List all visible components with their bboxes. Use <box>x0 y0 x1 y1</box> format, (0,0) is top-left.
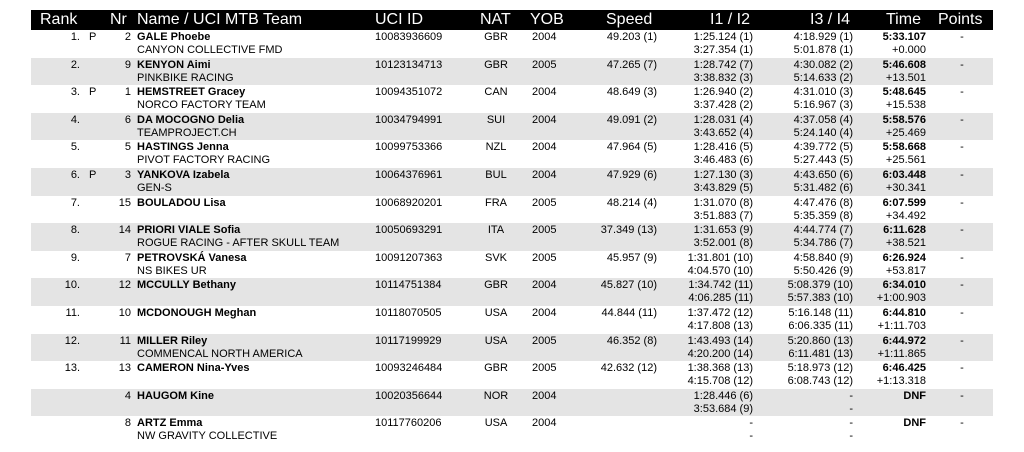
split-i1: 1:31.653 (9) <box>693 224 753 237</box>
speed-value: 44.844 (11) <box>601 306 657 319</box>
rider-name: HEMSTREET Gracey <box>137 86 246 99</box>
split-i2: 3:46.483 (6) <box>693 154 753 167</box>
split-i1: 1:26.940 (2) <box>693 86 753 99</box>
nationality: GBR <box>484 362 508 375</box>
rider-name: HAUGOM Kine <box>137 389 214 402</box>
points-value: - <box>960 58 964 71</box>
team-name: ROGUE RACING - AFTER SKULL TEAM <box>137 237 340 250</box>
time-gap: +15.538 <box>885 99 926 112</box>
year-of-birth: 2005 <box>532 334 557 347</box>
split-i1: 1:37.472 (12) <box>687 306 753 319</box>
rank-cell: 6. <box>70 168 80 181</box>
nationality: SUI <box>486 113 506 126</box>
nationality: SVK <box>484 251 507 264</box>
points-value: - <box>960 306 964 319</box>
split-i2: 4:06.285 (11) <box>688 292 753 305</box>
points-value: - <box>960 334 964 347</box>
bib-number: 9 <box>124 58 131 71</box>
split-i2: - <box>749 430 753 443</box>
header-nr: Nr <box>110 11 127 28</box>
rank-cell: 7. <box>70 196 80 209</box>
points-value: - <box>960 279 964 292</box>
finish-time: DNF <box>903 389 926 402</box>
bib-number: 1 <box>124 86 131 99</box>
table-row <box>31 113 993 141</box>
time-gap: +1:11.703 <box>877 319 926 332</box>
rider-name: MILLER Riley <box>137 334 208 347</box>
split-i4: 5:24.140 (4) <box>793 126 853 139</box>
table-row <box>31 196 993 224</box>
rider-name: DA MOCOGNO Delia <box>137 113 245 126</box>
nationality: ITA <box>487 224 505 237</box>
nationality: USA <box>484 334 508 347</box>
uci-id: 10020356644 <box>375 389 443 402</box>
split-i2: 4:17.808 (13) <box>687 319 753 332</box>
team-name: TEAMPROJECT.CH <box>137 126 237 139</box>
bib-number: 6 <box>124 113 131 126</box>
split-i3: 5:18.973 (12) <box>787 362 853 375</box>
finish-time: 6:44.810 <box>882 306 926 319</box>
split-i1: 1:31.070 (8) <box>693 196 753 209</box>
finish-time: 5:58.576 <box>882 113 926 126</box>
split-i4: 5:50.426 (9) <box>793 264 853 277</box>
rider-name: GALE Phoebe <box>137 31 211 43</box>
nationality: USA <box>484 417 508 430</box>
uci-id: 10091207363 <box>375 251 443 264</box>
rank-cell: 5. <box>70 141 80 154</box>
finish-time: 5:46.608 <box>882 58 926 71</box>
split-i1: 1:28.446 (6) <box>693 389 753 402</box>
header-rank: Rank <box>40 11 78 28</box>
speed-value: 49.091 (2) <box>606 113 657 126</box>
podium-flag: P <box>89 31 97 43</box>
split-i4: - <box>849 402 853 415</box>
team-name: PIVOT FACTORY RACING <box>137 154 271 167</box>
nationality: GBR <box>484 279 508 292</box>
speed-value: 47.964 (5) <box>606 141 657 154</box>
nationality: USA <box>484 306 508 319</box>
split-i4: - <box>849 430 853 443</box>
bib-number: 14 <box>118 224 131 237</box>
time-gap: +25.561 <box>885 154 926 167</box>
finish-time: DNF <box>903 417 926 430</box>
header-speed: Speed <box>606 11 653 28</box>
bib-number: 2 <box>124 31 131 43</box>
split-i1: 1:28.742 (7) <box>693 58 753 71</box>
rank-cell: 11. <box>65 306 80 319</box>
split-i3: 4:43.650 (6) <box>793 168 853 181</box>
split-i2: 4:20.200 (14) <box>687 347 753 360</box>
year-of-birth: 2004 <box>532 279 557 292</box>
year-of-birth: 2004 <box>532 306 557 319</box>
points-value: - <box>960 251 964 264</box>
points-value: - <box>960 141 964 154</box>
nationality: BUL <box>485 168 507 181</box>
points-value: - <box>960 168 964 181</box>
uci-id: 10093246484 <box>375 362 443 375</box>
split-i2: 3:27.354 (1) <box>693 44 753 56</box>
split-i3: 5:20.860 (13) <box>787 334 853 347</box>
team-name: CANYON COLLECTIVE FMD <box>137 44 283 56</box>
bib-number: 7 <box>124 251 131 264</box>
bib-number: 8 <box>124 417 131 430</box>
split-i3: 4:37.058 (4) <box>793 113 853 126</box>
bib-number: 12 <box>118 279 131 292</box>
rank-cell: 10. <box>64 279 80 292</box>
speed-value: 47.929 (6) <box>606 168 657 181</box>
year-of-birth: 2005 <box>532 58 557 71</box>
uci-id: 10099753366 <box>375 141 443 154</box>
split-i2: 3:38.832 (3) <box>693 71 753 84</box>
team-name: GEN-S <box>137 181 172 194</box>
split-i2: 3:43.652 (4) <box>693 126 753 139</box>
year-of-birth: 2004 <box>532 31 557 43</box>
team-name: NW GRAVITY COLLECTIVE <box>137 430 278 443</box>
split-i4: 6:08.743 (12) <box>787 375 853 388</box>
split-i4: 5:31.482 (6) <box>793 181 853 194</box>
nationality: GBR <box>484 31 508 43</box>
points-value: - <box>960 86 964 99</box>
finish-time: 5:33.107 <box>882 31 926 43</box>
year-of-birth: 2004 <box>532 113 557 126</box>
table-row <box>31 85 993 113</box>
time-gap: +1:00.903 <box>876 292 926 305</box>
split-i4: 5:34.786 (7) <box>793 237 853 250</box>
split-i3: 4:31.010 (3) <box>793 86 853 99</box>
table-row <box>31 140 993 168</box>
split-i4: 5:57.383 (10) <box>787 292 853 305</box>
finish-time: 5:58.668 <box>882 141 926 154</box>
speed-value: 47.265 (7) <box>606 58 657 71</box>
finish-time: 5:48.645 <box>882 86 926 99</box>
header-yob: YOB <box>530 11 564 28</box>
points-value: - <box>960 417 964 430</box>
rider-name: PETROVSKÁ Vanesa <box>137 251 247 264</box>
rank-cell: 2. <box>70 58 80 71</box>
podium-flag: P <box>89 168 97 181</box>
header-name: Name / UCI MTB Team <box>137 11 303 28</box>
finish-time: 6:11.628 <box>883 224 926 237</box>
time-gap: +53.817 <box>885 264 926 277</box>
table-row <box>31 416 993 444</box>
speed-value: 49.203 (1) <box>606 31 657 43</box>
split-i2: 3:52.001 (8) <box>693 237 753 250</box>
split-i1: 1:34.742 (11) <box>688 279 753 292</box>
year-of-birth: 2004 <box>532 389 557 402</box>
split-i2: 3:37.428 (2) <box>693 99 753 112</box>
uci-id: 10068920201 <box>375 196 443 209</box>
team-name: PINKBIKE RACING <box>137 71 234 84</box>
split-i3: 5:16.148 (11) <box>788 306 853 319</box>
rider-name: CAMERON Nina-Yves <box>137 362 250 375</box>
team-name: NORCO FACTORY TEAM <box>137 99 266 112</box>
year-of-birth: 2004 <box>532 86 557 99</box>
year-of-birth: 2004 <box>532 141 557 154</box>
rank-cell: 8. <box>70 224 80 237</box>
split-i3: - <box>849 417 853 430</box>
year-of-birth: 2004 <box>532 168 557 181</box>
split-i2: 3:51.883 (7) <box>693 209 753 222</box>
team-name: COMMENCAL NORTH AMERICA <box>137 347 303 360</box>
speed-value: 48.214 (4) <box>606 196 657 209</box>
header-i3-i4: I3 / I4 <box>810 11 851 28</box>
time-gap: +13.501 <box>885 71 926 84</box>
table-row <box>31 389 993 417</box>
rank-cell: 4. <box>70 113 80 126</box>
year-of-birth: 2005 <box>532 362 557 375</box>
nationality: GBR <box>484 58 508 71</box>
time-gap: +30.341 <box>885 181 926 194</box>
speed-value: 45.827 (10) <box>600 279 657 292</box>
header-time: Time <box>886 11 921 28</box>
nationality: FRA <box>485 196 507 209</box>
table-row <box>31 223 993 251</box>
rank-cell: 13. <box>64 362 80 375</box>
split-i3: 4:30.082 (2) <box>793 58 853 71</box>
bib-number: 10 <box>118 306 131 319</box>
table-row <box>31 334 993 362</box>
speed-value: 45.957 (9) <box>606 251 657 264</box>
table-row <box>31 251 993 279</box>
rank-cell: 12. <box>64 334 80 347</box>
split-i2: 3:53.684 (9) <box>693 402 753 415</box>
split-i4: 5:35.359 (8) <box>793 209 853 222</box>
uci-id: 10050693291 <box>375 224 443 237</box>
points-value: - <box>960 31 964 43</box>
table-row <box>31 30 993 58</box>
table-row <box>31 361 993 389</box>
rider-name: YANKOVA Izabela <box>137 168 230 181</box>
rider-name: HASTINGS Jenna <box>137 141 229 154</box>
rider-name: BOULADOU Lisa <box>137 196 226 209</box>
uci-id: 10083936609 <box>375 31 443 43</box>
uci-id: 10094351072 <box>375 86 443 99</box>
header-i1-i2: I1 / I2 <box>710 11 751 28</box>
nationality: NZL <box>485 141 507 154</box>
uci-id: 10123134713 <box>375 58 443 71</box>
bib-number: 11 <box>119 334 131 347</box>
table-row <box>31 58 993 86</box>
bib-number: 4 <box>124 389 131 402</box>
uci-id: 10034794991 <box>375 113 443 126</box>
table-row <box>31 278 993 306</box>
header-nat: NAT <box>480 11 511 28</box>
split-i1: 1:28.031 (4) <box>693 113 753 126</box>
split-i1: 1:25.124 (1) <box>693 31 753 43</box>
year-of-birth: 2004 <box>532 417 557 430</box>
rider-name: ARTZ Emma <box>137 417 203 430</box>
split-i3: 5:08.379 (10) <box>787 279 853 292</box>
split-i2: 4:04.570 (10) <box>687 264 753 277</box>
uci-id: 10114751384 <box>375 279 442 292</box>
split-i4: 5:01.878 (1) <box>793 44 853 56</box>
split-i3: - <box>849 389 853 402</box>
rider-name: MCDONOUGH Meghan <box>137 306 257 319</box>
time-gap: +0.000 <box>892 44 926 56</box>
nationality: NOR <box>483 389 509 402</box>
year-of-birth: 2005 <box>532 224 557 237</box>
time-gap: +1:13.318 <box>876 375 926 388</box>
bib-number: 3 <box>124 168 131 181</box>
speed-value: 37.349 (13) <box>600 224 657 237</box>
header-points: Points <box>938 11 983 28</box>
results-header <box>31 10 993 30</box>
year-of-birth: 2005 <box>532 196 557 209</box>
finish-time: 6:26.924 <box>882 251 926 264</box>
points-value: - <box>960 196 964 209</box>
speed-value: 46.352 (8) <box>606 334 657 347</box>
rider-name: PRIORI VIALE Sofia <box>137 224 241 237</box>
split-i1: 1:31.801 (10) <box>687 251 753 264</box>
split-i3: 4:44.774 (7) <box>793 224 853 237</box>
podium-flag: P <box>89 86 97 99</box>
finish-time: 6:46.425 <box>882 362 926 375</box>
uci-id: 10064376961 <box>375 168 443 181</box>
year-of-birth: 2005 <box>532 251 557 264</box>
bib-number: 5 <box>124 141 131 154</box>
split-i3: 4:58.840 (9) <box>793 251 853 264</box>
table-row <box>31 306 993 334</box>
finish-time: 6:44.972 <box>882 334 926 347</box>
points-value: - <box>960 389 964 402</box>
finish-time: 6:34.010 <box>882 279 926 292</box>
split-i4: 6:11.481 (13) <box>788 347 853 360</box>
finish-time: 6:03.448 <box>882 168 926 181</box>
rank-cell: 1. <box>70 31 80 43</box>
split-i2: 3:43.829 (5) <box>693 181 753 194</box>
rider-name: KENYON Aimi <box>137 58 211 71</box>
split-i4: 6:06.335 (11) <box>788 319 853 332</box>
split-i3: 4:18.929 (1) <box>793 31 853 43</box>
points-value: - <box>960 224 964 237</box>
rank-cell: 9. <box>70 251 80 264</box>
rank-cell: 3. <box>70 86 80 99</box>
uci-id: 10117199929 <box>375 334 442 347</box>
speed-value: 48.649 (3) <box>606 86 657 99</box>
time-gap: +34.492 <box>885 209 926 222</box>
team-name: NS BIKES UR <box>137 264 207 277</box>
nationality: CAN <box>484 86 508 99</box>
points-value: - <box>960 113 964 126</box>
bib-number: 13 <box>118 362 131 375</box>
speed-value: 42.632 (12) <box>600 362 657 375</box>
results-table <box>31 30 993 444</box>
split-i2: 4:15.708 (12) <box>687 375 753 388</box>
split-i1: 1:28.416 (5) <box>693 141 753 154</box>
time-gap: +1:11.865 <box>877 347 926 360</box>
time-gap: +38.521 <box>885 237 926 250</box>
split-i3: 4:47.476 (8) <box>793 196 853 209</box>
finish-time: 6:07.599 <box>882 196 926 209</box>
split-i1: - <box>749 417 753 430</box>
split-i4: 5:27.443 (5) <box>793 154 853 167</box>
header-uci-id: UCI ID <box>375 11 423 28</box>
split-i1: 1:27.130 (3) <box>693 168 753 181</box>
time-gap: +25.469 <box>885 126 926 139</box>
rider-name: MCCULLY Bethany <box>137 279 237 292</box>
bib-number: 15 <box>118 196 131 209</box>
points-value: - <box>960 362 964 375</box>
uci-id: 10118070505 <box>375 306 442 319</box>
split-i1: 1:38.368 (13) <box>687 362 753 375</box>
split-i4: 5:16.967 (3) <box>793 99 853 112</box>
uci-id: 10117760206 <box>375 417 442 430</box>
table-row <box>31 168 993 196</box>
split-i4: 5:14.633 (2) <box>793 71 853 84</box>
split-i1: 1:43.493 (14) <box>687 334 753 347</box>
split-i3: 4:39.772 (5) <box>793 141 853 154</box>
